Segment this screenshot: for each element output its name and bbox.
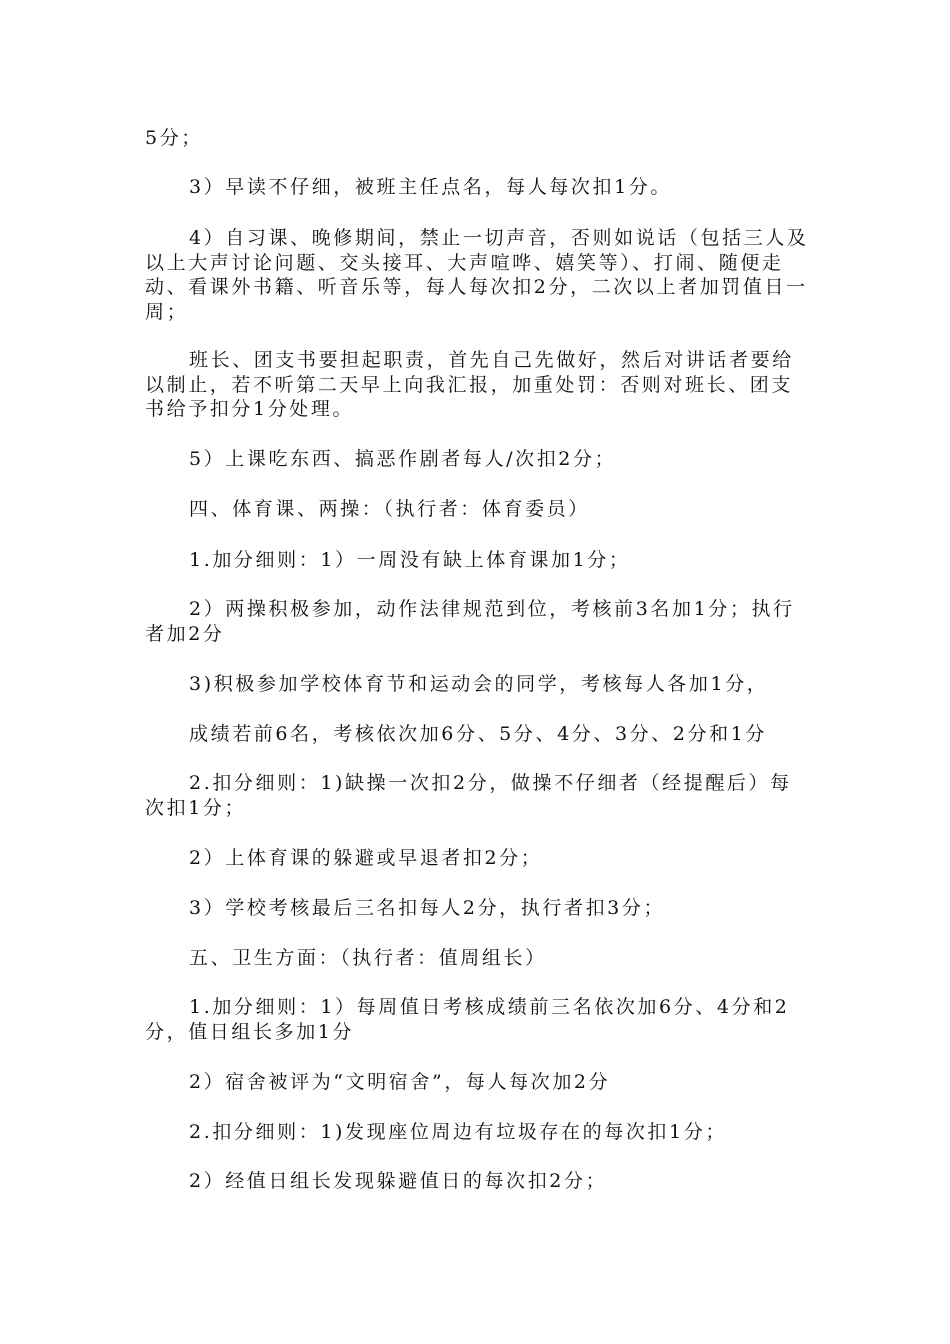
paragraph: 成绩若前6名，考核依次加6分、5分、4分、3分、2分和1分 bbox=[189, 723, 768, 745]
paragraph: 3)积极参加学校体育节和运动会的同学，考核每人各加1分， bbox=[189, 673, 769, 695]
paragraph: 1.加分细则：1）每周值日考核成绩前三名依次加6分、4分和2分，值日组长多加1分 bbox=[145, 996, 790, 1043]
paragraph: 2）上体育课的躲避或早退者扣2分； bbox=[189, 847, 543, 869]
paragraph: 2）两操积极参加，动作法律规范到位，考核前3名加1分；执行者加2分 bbox=[145, 598, 795, 645]
paragraph: 班长、团支书要担起职责，首先自己先做好，然后对讲话者要给以制止，若不听第二天早上向我汇报，加重处罚：否则对班长、团支书给予扣分1分处理。 bbox=[145, 349, 794, 420]
paragraph: 5分； bbox=[145, 127, 203, 149]
paragraph: 2.扣分细则：1)发现座位周边有垃圾存在的每次扣1分； bbox=[189, 1121, 727, 1143]
section-heading: 五、卫生方面：（执行者：值周组长） bbox=[189, 947, 547, 969]
paragraph: 2.扣分细则：1)缺操一次扣2分，做操不仔细者（经提醒后）每次扣1分； bbox=[145, 772, 792, 819]
paragraph: 4）自习课、晚修期间，禁止一切声音，否则如说话（包括三人及以上大声讨论问题、交头接耳、大声喧哗、嬉笑等）、打闹、随便走动、看课外书籍、听音乐等，每人每次扣2分，二次以上者加罚值日一周； bbox=[145, 227, 809, 323]
paragraph: 3）早读不仔细，被班主任点名，每人每次扣1分。 bbox=[189, 176, 672, 198]
paragraph: 2）经值日组长发现躲避值日的每次扣2分； bbox=[189, 1170, 608, 1192]
paragraph: 5）上课吃东西、搞恶作剧者每人/次扣2分； bbox=[189, 448, 617, 470]
paragraph: 1.加分细则：1）一周没有缺上体育课加1分； bbox=[189, 549, 631, 571]
paragraph: 3）学校考核最后三名扣每人2分，执行者扣3分； bbox=[189, 897, 666, 919]
paragraph: 2）宿舍被评为“文明宿舍”，每人每次加2分 bbox=[189, 1071, 611, 1093]
section-heading: 四、体育课、两操：（执行者：体育委员） bbox=[189, 498, 590, 520]
